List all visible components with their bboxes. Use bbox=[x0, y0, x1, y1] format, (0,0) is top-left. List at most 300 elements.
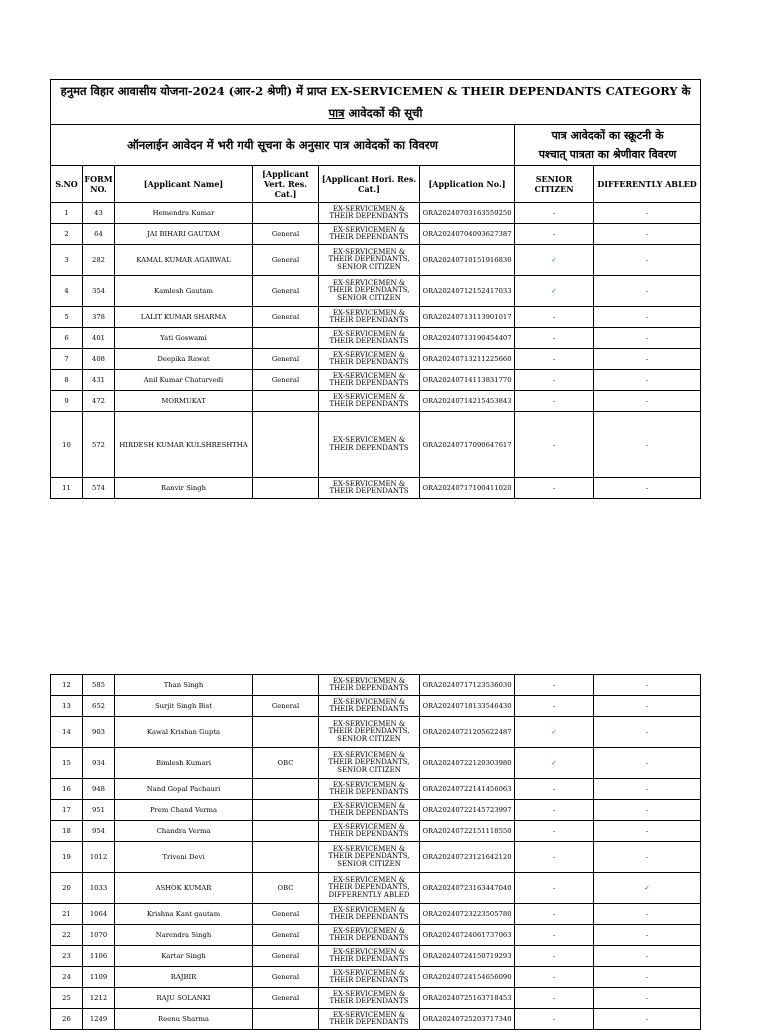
applicant-name-cell: Narendra Singh bbox=[115, 925, 253, 946]
sno-cell: 4 bbox=[51, 276, 83, 307]
dash-mark: - bbox=[552, 827, 556, 835]
hori-cat-line: THEIR DEPENDANTS bbox=[329, 788, 409, 796]
applicant-name-cell: MORMUKAT bbox=[115, 391, 253, 412]
differently-abled-cell bbox=[594, 1009, 701, 1030]
sno-cell: 16 bbox=[51, 779, 83, 800]
dash-mark: - bbox=[645, 1015, 649, 1023]
senior-citizen-cell bbox=[515, 245, 594, 276]
differently-abled-cell bbox=[594, 245, 701, 276]
dash-mark: - bbox=[645, 702, 649, 710]
application-no-cell: ORA20240718133546430 bbox=[420, 696, 515, 717]
table-row bbox=[51, 412, 701, 478]
dash-mark: - bbox=[552, 994, 556, 1002]
hori-cat-cell bbox=[319, 988, 420, 1009]
hori-cat-cell bbox=[319, 478, 420, 499]
dash-mark: - bbox=[552, 334, 556, 342]
sno-cell: 1 bbox=[51, 203, 83, 224]
table-row bbox=[51, 904, 701, 925]
eligible-applicants-table-page-1 bbox=[50, 79, 701, 499]
hori-cat-cell bbox=[319, 370, 420, 391]
differently-abled-cell bbox=[594, 349, 701, 370]
form-no-cell: 954 bbox=[83, 821, 115, 842]
dash-mark: - bbox=[552, 806, 556, 814]
table-row bbox=[51, 478, 701, 499]
application-no-cell: ORA20240703163559250 bbox=[420, 203, 515, 224]
vert-cat-cell bbox=[253, 842, 319, 873]
applicant-name-cell: KAMAL KUMAR AGARWAL bbox=[115, 245, 253, 276]
check-icon: ✓ bbox=[551, 759, 557, 767]
dash-mark: - bbox=[552, 376, 556, 384]
sno-cell: 6 bbox=[51, 328, 83, 349]
differently-abled-cell bbox=[594, 478, 701, 499]
dash-mark: - bbox=[552, 355, 556, 363]
form-no-cell: 951 bbox=[83, 800, 115, 821]
sno-cell: 5 bbox=[51, 307, 83, 328]
hori-cat-cell bbox=[319, 873, 420, 904]
senior-citizen-cell bbox=[515, 412, 594, 478]
hori-cat-line: THEIR DEPENDANTS bbox=[329, 955, 409, 963]
senior-citizen-cell bbox=[515, 800, 594, 821]
table-row bbox=[51, 800, 701, 821]
hori-cat-line: EX-SERVICEMEN & bbox=[332, 905, 406, 914]
hori-cat-line: THEIR DEPENDANTS, bbox=[328, 286, 410, 295]
differently-abled-cell bbox=[594, 988, 701, 1009]
hori-cat-cell bbox=[319, 245, 420, 276]
hori-cat-line: THEIR DEPENDANTS bbox=[329, 212, 409, 220]
table-row bbox=[51, 925, 701, 946]
dash-mark: - bbox=[645, 806, 649, 814]
vert-cat-cell bbox=[253, 675, 319, 696]
hori-cat-line: THEIR DEPENDANTS, bbox=[328, 255, 410, 264]
hori-cat-line: EX-SERVICEMEN & bbox=[332, 371, 406, 380]
differently-abled-cell bbox=[594, 842, 701, 873]
application-no-cell: ORA20240724150719293 bbox=[420, 946, 515, 967]
sno-cell: 17 bbox=[51, 800, 83, 821]
title-line-1: हनुमत विहार आवासीय योजना-2024 (आर-2 श्रेणी) में प्राप्त EX-SERVICEMEN & THEIR DEPENDANTS CATEGORY के bbox=[60, 84, 691, 98]
vert-cat-cell bbox=[253, 779, 319, 800]
vert-cat-cell: General bbox=[253, 946, 319, 967]
hori-cat-line: SENIOR CITIZEN bbox=[337, 734, 401, 743]
hori-cat-line: THEIR DEPENDANTS bbox=[329, 379, 409, 387]
differently-abled-cell bbox=[594, 946, 701, 967]
dash-mark: - bbox=[552, 440, 556, 449]
differently-abled-cell bbox=[594, 904, 701, 925]
hori-cat-line: EX-SERVICEMEN & bbox=[332, 248, 406, 257]
dash-mark: - bbox=[645, 397, 649, 405]
differently-abled-cell bbox=[594, 779, 701, 800]
dash-mark: - bbox=[645, 785, 649, 793]
table-row bbox=[51, 307, 701, 328]
application-no-cell: ORA20240721205622487 bbox=[420, 717, 515, 748]
senior-citizen-cell bbox=[515, 349, 594, 370]
differently-abled-cell bbox=[594, 391, 701, 412]
hori-cat-line: EX-SERVICEMEN & bbox=[332, 751, 406, 760]
differently-abled-cell bbox=[594, 412, 701, 478]
vert-cat-cell: General bbox=[253, 904, 319, 925]
hori-cat-cell bbox=[319, 717, 420, 748]
application-no-cell: ORA20240725163718453 bbox=[420, 988, 515, 1009]
applicant-name-cell: Nand Gopal Pachauri bbox=[115, 779, 253, 800]
application-no-cell: ORA20240723223505780 bbox=[420, 904, 515, 925]
vert-cat-cell bbox=[253, 800, 319, 821]
table-row bbox=[51, 946, 701, 967]
subheader-right-line-1: पात्र आवेदकों का स्क्रूटनी के bbox=[551, 129, 664, 142]
table-row bbox=[51, 370, 701, 391]
applicant-name-cell: Ranvir Singh bbox=[115, 478, 253, 499]
dash-mark: - bbox=[552, 910, 556, 918]
hori-cat-line: THEIR DEPENDANTS bbox=[329, 830, 409, 838]
col-header-app-no: [Application No.] bbox=[420, 166, 515, 203]
senior-citizen-cell bbox=[515, 946, 594, 967]
senior-citizen-cell bbox=[515, 779, 594, 800]
applicant-name-cell: Bimlesh Kumari bbox=[115, 748, 253, 779]
form-no-cell: 1249 bbox=[83, 1009, 115, 1030]
vert-cat-cell bbox=[253, 391, 319, 412]
vert-cat-cell: General bbox=[253, 988, 319, 1009]
senior-citizen-cell bbox=[515, 1009, 594, 1030]
hori-cat-line: EX-SERVICEMEN & bbox=[332, 926, 406, 935]
dash-mark: - bbox=[645, 728, 649, 736]
applicant-name-cell: Kawal Krishan Gupta bbox=[115, 717, 253, 748]
dash-mark: - bbox=[552, 931, 556, 939]
subheader-row bbox=[51, 125, 701, 166]
form-no-cell: 1212 bbox=[83, 988, 115, 1009]
vert-cat-cell: General bbox=[253, 349, 319, 370]
table-row bbox=[51, 328, 701, 349]
vert-cat-cell: General bbox=[253, 224, 319, 245]
dash-mark: - bbox=[645, 759, 649, 767]
dash-mark: - bbox=[645, 287, 649, 295]
differently-abled-cell bbox=[594, 276, 701, 307]
dash-mark: - bbox=[645, 994, 649, 1002]
hori-cat-line: EX-SERVICEMEN & bbox=[332, 350, 406, 359]
application-no-cell: ORA20240704093627387 bbox=[420, 224, 515, 245]
senior-citizen-cell bbox=[515, 873, 594, 904]
form-no-cell: 472 bbox=[83, 391, 115, 412]
applicant-name-cell: Kartar Singh bbox=[115, 946, 253, 967]
table-row bbox=[51, 675, 701, 696]
applicant-name-cell: LALIT KUMAR SHARMA bbox=[115, 307, 253, 328]
hori-cat-line: THEIR DEPENDANTS bbox=[329, 913, 409, 921]
hori-cat-line: THEIR DEPENDANTS bbox=[329, 1018, 409, 1026]
hori-cat-line: EX-SERVICEMEN & bbox=[332, 845, 406, 854]
hori-cat-line: EX-SERVICEMEN & bbox=[332, 968, 406, 977]
document-title bbox=[51, 80, 701, 125]
dash-mark: - bbox=[552, 952, 556, 960]
form-no-cell: 43 bbox=[83, 203, 115, 224]
check-icon: ✓ bbox=[644, 884, 650, 892]
hori-cat-line: EX-SERVICEMEN & bbox=[332, 392, 406, 401]
table-body-page-2 bbox=[51, 675, 701, 1030]
vert-cat-cell bbox=[253, 328, 319, 349]
vert-cat-cell bbox=[253, 1009, 319, 1030]
application-no-cell: ORA20240722141456063 bbox=[420, 779, 515, 800]
senior-citizen-cell bbox=[515, 717, 594, 748]
differently-abled-cell bbox=[594, 821, 701, 842]
hori-cat-line: EX-SERVICEMEN & bbox=[332, 436, 406, 445]
vert-cat-cell: General bbox=[253, 925, 319, 946]
differently-abled-cell bbox=[594, 873, 701, 904]
column-header-row bbox=[51, 166, 701, 203]
hori-cat-line: EX-SERVICEMEN & bbox=[332, 801, 406, 810]
hori-cat-line: EX-SERVICEMEN & bbox=[332, 676, 406, 685]
form-no-cell: 1064 bbox=[83, 904, 115, 925]
hori-cat-cell bbox=[319, 412, 420, 478]
hori-cat-line: EX-SERVICEMEN & bbox=[332, 225, 406, 234]
sno-cell: 25 bbox=[51, 988, 83, 1009]
senior-citizen-cell bbox=[515, 276, 594, 307]
dash-mark: - bbox=[552, 681, 556, 689]
differently-abled-cell bbox=[594, 800, 701, 821]
application-no-cell: ORA20240722151118550 bbox=[420, 821, 515, 842]
col-header-senior-citizen: SENIOR CITIZEN bbox=[515, 166, 594, 203]
application-no-cell: ORA20240717100411020 bbox=[420, 478, 515, 499]
hori-cat-line: EX-SERVICEMEN & bbox=[332, 780, 406, 789]
application-no-cell: ORA20240723121642120 bbox=[420, 842, 515, 873]
senior-citizen-cell bbox=[515, 224, 594, 245]
subheader-right-line-2: पश्चात् पात्रता का श्रेणीवार विवरण bbox=[538, 148, 677, 161]
hori-cat-line: SENIOR CITIZEN bbox=[337, 293, 401, 302]
applicant-name-cell: Surjit Singh Bist bbox=[115, 696, 253, 717]
hori-cat-line: THEIR DEPENDANTS bbox=[329, 997, 409, 1005]
senior-citizen-cell bbox=[515, 328, 594, 349]
application-no-cell: ORA20240724061737063 bbox=[420, 925, 515, 946]
vert-cat-cell: OBC bbox=[253, 873, 319, 904]
senior-citizen-cell bbox=[515, 370, 594, 391]
applicant-name-cell: ASHOK KUMAR bbox=[115, 873, 253, 904]
sno-cell: 11 bbox=[51, 478, 83, 499]
form-no-cell: 948 bbox=[83, 779, 115, 800]
applicant-name-cell: Anil Kumar Chaturvedi bbox=[115, 370, 253, 391]
vert-cat-cell bbox=[253, 717, 319, 748]
hori-cat-line: EX-SERVICEMEN & bbox=[332, 947, 406, 956]
dash-mark: - bbox=[645, 484, 649, 492]
hori-cat-line: THEIR DEPENDANTS bbox=[329, 684, 409, 692]
form-no-cell: 903 bbox=[83, 717, 115, 748]
eligible-applicants-table-page-2 bbox=[50, 674, 701, 1030]
sno-cell: 13 bbox=[51, 696, 83, 717]
table-body-page-1 bbox=[51, 203, 701, 499]
senior-citizen-cell bbox=[515, 675, 594, 696]
hori-cat-line: THEIR DEPENDANTS, bbox=[328, 727, 410, 736]
senior-citizen-cell bbox=[515, 391, 594, 412]
hori-cat-line: THEIR DEPENDANTS, bbox=[328, 883, 410, 892]
applicant-name-cell: Hemendra Kumar bbox=[115, 203, 253, 224]
form-no-cell: 354 bbox=[83, 276, 115, 307]
vert-cat-cell: OBC bbox=[253, 748, 319, 779]
vert-cat-cell: General bbox=[253, 370, 319, 391]
vert-cat-cell: General bbox=[253, 696, 319, 717]
dash-mark: - bbox=[552, 397, 556, 405]
col-header-differently-abled: DIFFERENTLY ABLED bbox=[594, 166, 701, 203]
sno-cell: 26 bbox=[51, 1009, 83, 1030]
application-no-cell: ORA20240714215453843 bbox=[420, 391, 515, 412]
dash-mark: - bbox=[645, 334, 649, 342]
hori-cat-line: SENIOR CITIZEN bbox=[337, 859, 401, 868]
hori-cat-cell bbox=[319, 696, 420, 717]
subheader-right bbox=[515, 125, 701, 166]
dash-mark: - bbox=[552, 1015, 556, 1023]
senior-citizen-cell bbox=[515, 748, 594, 779]
dash-mark: - bbox=[645, 376, 649, 384]
application-no-cell: ORA20240717090647617 bbox=[420, 412, 515, 478]
applicant-name-cell: RAJBIR bbox=[115, 967, 253, 988]
sno-cell: 9 bbox=[51, 391, 83, 412]
dash-mark: - bbox=[552, 230, 556, 238]
applicant-name-cell: Reenu Sharma bbox=[115, 1009, 253, 1030]
sno-cell: 19 bbox=[51, 842, 83, 873]
form-no-cell: 1012 bbox=[83, 842, 115, 873]
hori-cat-cell bbox=[319, 925, 420, 946]
form-no-cell: 585 bbox=[83, 675, 115, 696]
dash-mark: - bbox=[552, 884, 556, 892]
senior-citizen-cell bbox=[515, 821, 594, 842]
form-no-cell: 572 bbox=[83, 412, 115, 478]
hori-cat-line: EX-SERVICEMEN & bbox=[332, 697, 406, 706]
dash-mark: - bbox=[645, 313, 649, 321]
vert-cat-cell bbox=[253, 412, 319, 478]
col-header-sno: S.NO bbox=[51, 166, 83, 203]
table-row bbox=[51, 873, 701, 904]
hori-cat-line: SENIOR CITIZEN bbox=[337, 262, 401, 271]
differently-abled-cell bbox=[594, 696, 701, 717]
hori-cat-line: THEIR DEPENDANTS bbox=[329, 400, 409, 408]
dash-mark: - bbox=[645, 440, 649, 449]
sno-cell: 3 bbox=[51, 245, 83, 276]
hori-cat-line: THEIR DEPENDANTS bbox=[329, 233, 409, 241]
application-no-cell: ORA20240713190454407 bbox=[420, 328, 515, 349]
hori-cat-cell bbox=[319, 904, 420, 925]
sno-cell: 15 bbox=[51, 748, 83, 779]
col-header-hori-cat: [Applicant Hori. Res. Cat.] bbox=[319, 166, 420, 203]
senior-citizen-cell bbox=[515, 925, 594, 946]
senior-citizen-cell bbox=[515, 842, 594, 873]
hori-cat-line: EX-SERVICEMEN & bbox=[332, 308, 406, 317]
senior-citizen-cell bbox=[515, 967, 594, 988]
differently-abled-cell bbox=[594, 717, 701, 748]
differently-abled-cell bbox=[594, 925, 701, 946]
dash-mark: - bbox=[552, 484, 556, 492]
title-underlined-word: पात्र bbox=[328, 106, 345, 120]
title-line-2 bbox=[55, 102, 696, 124]
differently-abled-cell bbox=[594, 675, 701, 696]
application-no-cell: ORA20240712152417033 bbox=[420, 276, 515, 307]
dash-mark: - bbox=[552, 313, 556, 321]
hori-cat-line: EX-SERVICEMEN & bbox=[332, 822, 406, 831]
dash-mark: - bbox=[645, 355, 649, 363]
applicant-name-cell: Prem Chand Verma bbox=[115, 800, 253, 821]
table-row bbox=[51, 696, 701, 717]
table-row bbox=[51, 349, 701, 370]
senior-citizen-cell bbox=[515, 203, 594, 224]
hori-cat-cell bbox=[319, 203, 420, 224]
dash-mark: - bbox=[645, 230, 649, 238]
hori-cat-line: THEIR DEPENDANTS bbox=[329, 705, 409, 713]
hori-cat-cell bbox=[319, 675, 420, 696]
dash-mark: - bbox=[645, 910, 649, 918]
hori-cat-cell bbox=[319, 349, 420, 370]
senior-citizen-cell bbox=[515, 988, 594, 1009]
hori-cat-line: EX-SERVICEMEN & bbox=[332, 989, 406, 998]
form-no-cell: 1109 bbox=[83, 967, 115, 988]
table-row bbox=[51, 779, 701, 800]
application-no-cell: ORA20240722120303980 bbox=[420, 748, 515, 779]
check-icon: ✓ bbox=[551, 287, 557, 295]
sno-cell: 21 bbox=[51, 904, 83, 925]
hori-cat-line: THEIR DEPENDANTS bbox=[329, 487, 409, 495]
hori-cat-cell bbox=[319, 946, 420, 967]
form-no-cell: 1106 bbox=[83, 946, 115, 967]
hori-cat-line: EX-SERVICEMEN & bbox=[332, 329, 406, 338]
hori-cat-line: THEIR DEPENDANTS bbox=[329, 934, 409, 942]
table-row bbox=[51, 1009, 701, 1030]
sno-cell: 12 bbox=[51, 675, 83, 696]
dash-mark: - bbox=[645, 973, 649, 981]
application-no-cell: ORA20240722145723997 bbox=[420, 800, 515, 821]
hori-cat-line: THEIR DEPENDANTS, bbox=[328, 758, 410, 767]
vert-cat-cell bbox=[253, 478, 319, 499]
form-no-cell: 408 bbox=[83, 349, 115, 370]
differently-abled-cell bbox=[594, 307, 701, 328]
form-no-cell: 401 bbox=[83, 328, 115, 349]
form-no-cell: 1033 bbox=[83, 873, 115, 904]
hori-cat-line: THEIR DEPENDANTS bbox=[329, 337, 409, 345]
applicant-name-cell: Triveni Devi bbox=[115, 842, 253, 873]
table-row bbox=[51, 245, 701, 276]
form-no-cell: 282 bbox=[83, 245, 115, 276]
dash-mark: - bbox=[552, 785, 556, 793]
form-no-cell: 652 bbox=[83, 696, 115, 717]
senior-citizen-cell bbox=[515, 696, 594, 717]
applicant-name-cell: Yati Goswami bbox=[115, 328, 253, 349]
dash-mark: - bbox=[552, 973, 556, 981]
applicant-name-cell: HIRDESH KUMAR KULSHRESHTHA bbox=[115, 412, 253, 478]
dash-mark: - bbox=[645, 853, 649, 861]
sno-cell: 22 bbox=[51, 925, 83, 946]
hori-cat-cell bbox=[319, 276, 420, 307]
dash-mark: - bbox=[645, 256, 649, 264]
hori-cat-line: THEIR DEPENDANTS bbox=[329, 809, 409, 817]
form-no-cell: 64 bbox=[83, 224, 115, 245]
dash-mark: - bbox=[645, 931, 649, 939]
hori-cat-cell bbox=[319, 842, 420, 873]
dash-mark: - bbox=[552, 702, 556, 710]
hori-cat-line: THEIR DEPENDANTS bbox=[329, 358, 409, 366]
table-row bbox=[51, 276, 701, 307]
differently-abled-cell bbox=[594, 967, 701, 988]
application-no-cell: ORA20240725203717340 bbox=[420, 1009, 515, 1030]
applicant-name-cell: Krishna Kant gautam bbox=[115, 904, 253, 925]
applicant-name-cell: Chandra Verma bbox=[115, 821, 253, 842]
form-no-cell: 378 bbox=[83, 307, 115, 328]
application-no-cell: ORA20240724154656090 bbox=[420, 967, 515, 988]
differently-abled-cell bbox=[594, 224, 701, 245]
hori-cat-line: EX-SERVICEMEN & bbox=[332, 479, 406, 488]
table-row bbox=[51, 988, 701, 1009]
hori-cat-cell bbox=[319, 1009, 420, 1030]
vert-cat-cell bbox=[253, 203, 319, 224]
hori-cat-cell bbox=[319, 307, 420, 328]
vert-cat-cell: General bbox=[253, 245, 319, 276]
vert-cat-cell: General bbox=[253, 276, 319, 307]
table-row bbox=[51, 717, 701, 748]
hori-cat-line: EX-SERVICEMEN & bbox=[332, 876, 406, 885]
vert-cat-cell: General bbox=[253, 307, 319, 328]
sno-cell: 20 bbox=[51, 873, 83, 904]
senior-citizen-cell bbox=[515, 904, 594, 925]
hori-cat-cell bbox=[319, 779, 420, 800]
table-row bbox=[51, 842, 701, 873]
